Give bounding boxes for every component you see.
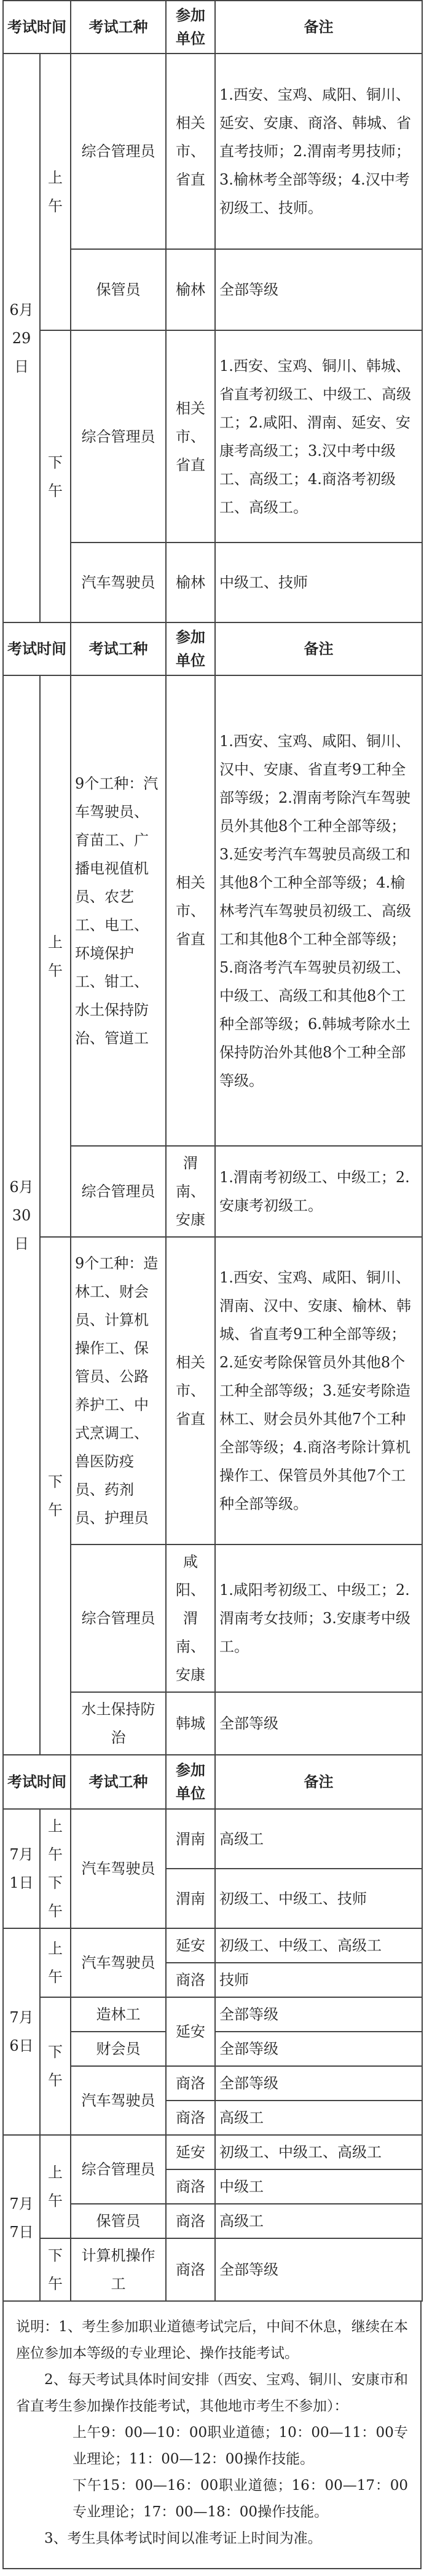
period-cell: 下午 (40, 1997, 71, 2135)
note-cell: 高级工 (215, 2101, 422, 2135)
trade-cell: 计算机操作工 (71, 2238, 166, 2301)
units-cell: 榆林 (166, 543, 215, 622)
units-cell: 商洛 (166, 2101, 215, 2135)
trade-cell: 保管员 (71, 2204, 166, 2238)
table-row (3, 1997, 422, 2032)
date-cell: 7月1日 (3, 1809, 40, 1928)
header-participating-units: 参加单位 (166, 1, 215, 54)
units-cell: 相关市、省直 (166, 675, 215, 1146)
table-row (3, 1809, 422, 1869)
units-cell: 渭南、安康 (166, 1146, 215, 1237)
trade-cell: 9个工种：汽车驾驶员、育苗工、广播电视值机员、农艺工、电工、环境保护工、钳工、水土保持防治、管道工 (71, 675, 166, 1146)
table-header-row (3, 622, 422, 675)
trade-cell: 综合管理员 (71, 330, 166, 543)
period-cell: 下午 (40, 1237, 71, 1755)
units-cell: 渭南 (166, 1809, 215, 1869)
note-cell: 初级工、中级工、技师 (215, 1869, 422, 1928)
units-cell: 商洛 (166, 2066, 215, 2101)
note-paragraph: 下午15：00—16：00职业道德；16：00—17：00专业理论；17：00—18：00操作技能。 (73, 2478, 408, 2520)
trade-cell: 综合管理员 (71, 54, 166, 249)
header-remarks: 备注 (215, 1755, 422, 1809)
header-participating-units: 参加单位 (166, 622, 215, 675)
note-cell: 1.西安、宝鸡、咸阳、铜川、延安、安康、商洛、韩城、省直考技师；2.渭南考男技师；3.榆林考全部等级；4.汉中考初级工、技师。 (215, 54, 422, 249)
table-row (3, 1928, 422, 1963)
note-cell: 全部等级 (215, 2032, 422, 2066)
table-header-row (3, 1, 422, 54)
table-row (3, 2238, 422, 2301)
note-paragraph: 说明：1、考生参加职业道德考试完后，中间不休息，继续在本座位参加本等级的专业理论、操作技能考试。 (16, 2319, 408, 2361)
note-cell: 全部等级 (215, 1692, 422, 1755)
date-cell: 7月6日 (3, 1928, 40, 2135)
note-paragraph: 上午9：00—10：00职业道德；10：00—11：00专业理论；11：00—12：00操作技能。 (73, 2425, 408, 2467)
header-remarks: 备注 (215, 1, 422, 54)
note-paragraph: 3、考生具体考试时间以准考证上时间为准。 (44, 2530, 322, 2546)
note-cell: 高级工 (215, 1809, 422, 1869)
trade-cell: 综合管理员 (71, 2135, 166, 2204)
header-exam-trade: 考试工种 (71, 1, 166, 54)
units-cell: 商洛 (166, 1963, 215, 1997)
period-cell: 下午 (40, 2238, 71, 2301)
table-row (3, 54, 422, 249)
units-cell: 延安 (166, 2135, 215, 2169)
units-cell: 商洛 (166, 2204, 215, 2238)
trade-cell: 汽车驾驶员 (71, 2066, 166, 2135)
table-row (3, 1237, 422, 1544)
header-remarks: 备注 (215, 622, 422, 675)
period-cell: 上午 (40, 2135, 71, 2238)
period-cell: 下午 (40, 330, 71, 622)
note-cell: 1.西安、宝鸡、咸阳、铜川、渭南、汉中、安康、榆林、韩城、省直考9工种全部等级；2.延安考除保管员外其他8个工种全部等级；3.延安考除造林工、财会员外其他7个工种全部等级；4.商洛考除计算机操作工、保管员外其他7个工种全部等级。 (215, 1237, 422, 1544)
header-exam-trade: 考试工种 (71, 1755, 166, 1809)
header-exam-time: 考试时间 (3, 622, 71, 675)
notes-section (2, 2302, 422, 2569)
note-cell: 初级工、中级工、高级工 (215, 2135, 422, 2169)
note-cell: 1.咸阳考初级工、中级工；2.渭南考女技师；3.安康考中级工。 (215, 1544, 422, 1692)
note-cell: 全部等级 (215, 1997, 422, 2032)
trade-cell: 财会员 (71, 2032, 166, 2066)
trade-cell: 保管员 (71, 249, 166, 330)
table-header-row (3, 1755, 422, 1809)
table-row (3, 330, 422, 543)
header-exam-time: 考试时间 (3, 1, 71, 54)
header-participating-units: 参加单位 (166, 1755, 215, 1809)
units-cell: 商洛 (166, 2238, 215, 2301)
units-cell: 相关市、省直 (166, 54, 215, 249)
units-cell: 韩城 (166, 1692, 215, 1755)
note-cell: 中级工 (215, 2169, 422, 2204)
trade-cell: 汽车驾驶员 (71, 543, 166, 622)
exam-schedule-sheet (2, 0, 422, 2569)
note-cell: 1.西安、宝鸡、铜川、韩城、省直考初级工、中级工、高级工；2.咸阳、渭南、延安、安康考高级工；3.汉中考中级工、高级工；4.商洛考初级工、高级工。 (215, 330, 422, 543)
date-cell: 6月29日 (3, 54, 40, 622)
trade-cell: 综合管理员 (71, 1146, 166, 1237)
trade-cell: 造林工 (71, 1997, 166, 2032)
units-cell: 咸阳、渭南、安康 (166, 1544, 215, 1692)
date-cell: 6月30日 (3, 675, 40, 1755)
units-cell: 相关市、省直 (166, 1237, 215, 1544)
note-cell: 技师 (215, 1963, 422, 1997)
note-cell: 1.渭南考初级工、中级工；2.安康考初级工。 (215, 1146, 422, 1237)
units-cell: 相关市、省直 (166, 330, 215, 543)
period-cell: 上午下午 (40, 1809, 71, 1928)
note-cell: 全部等级 (215, 249, 422, 330)
schedule-table (2, 0, 423, 2302)
note-cell: 高级工 (215, 2204, 422, 2238)
trade-cell: 水土保持防治 (71, 1692, 166, 1755)
note-cell: 中级工、技师 (215, 543, 422, 622)
units-cell: 延安 (166, 1928, 215, 1963)
units-cell: 渭南 (166, 1869, 215, 1928)
date-cell: 7月7日 (3, 2135, 40, 2301)
note-cell: 全部等级 (215, 2238, 422, 2301)
header-exam-time: 考试时间 (3, 1755, 71, 1809)
note-cell: 1.西安、宝鸡、咸阳、铜川、汉中、安康、省直考9工种全部等级；2.渭南考除汽车驾驶员外其他8个工种全部等级；3.延安考汽车驾驶员高级工和其他8个工种全部等级；4.榆林考汽车驾驶员初级工、高级工和其他8个工种全部等级；5.商洛考汽车驾驶员初级工、中级工、高级工和其他8个工种全部等级；6.韩城考除水土保持防治外其他8个工种全部等级。 (215, 675, 422, 1146)
units-cell: 延安 (166, 1997, 215, 2066)
trade-cell: 9个工种：造林工、财会员、计算机操作工、保管员、公路养护工、中式烹调工、兽医防疫员、药剂员、护理员 (71, 1237, 166, 1544)
note-cell: 初级工、中级工、高级工 (215, 1928, 422, 1963)
table-row (3, 2135, 422, 2169)
note-paragraph: 2、每天考试具体时间安排（西安、宝鸡、铜川、安康市和省直考生参加操作技能考试，其他地市考生不参加）： (16, 2372, 408, 2414)
trade-cell: 综合管理员 (71, 1544, 166, 1692)
period-cell: 上午 (40, 1928, 71, 1997)
units-cell: 商洛 (166, 2169, 215, 2204)
note-cell: 全部等级 (215, 2066, 422, 2101)
period-cell: 上午 (40, 54, 71, 330)
trade-cell: 汽车驾驶员 (71, 1928, 166, 1997)
period-cell: 上午 (40, 675, 71, 1237)
table-row (3, 675, 422, 1146)
header-exam-trade: 考试工种 (71, 622, 166, 675)
trade-cell: 汽车驾驶员 (71, 1809, 166, 1928)
units-cell: 榆林 (166, 249, 215, 330)
